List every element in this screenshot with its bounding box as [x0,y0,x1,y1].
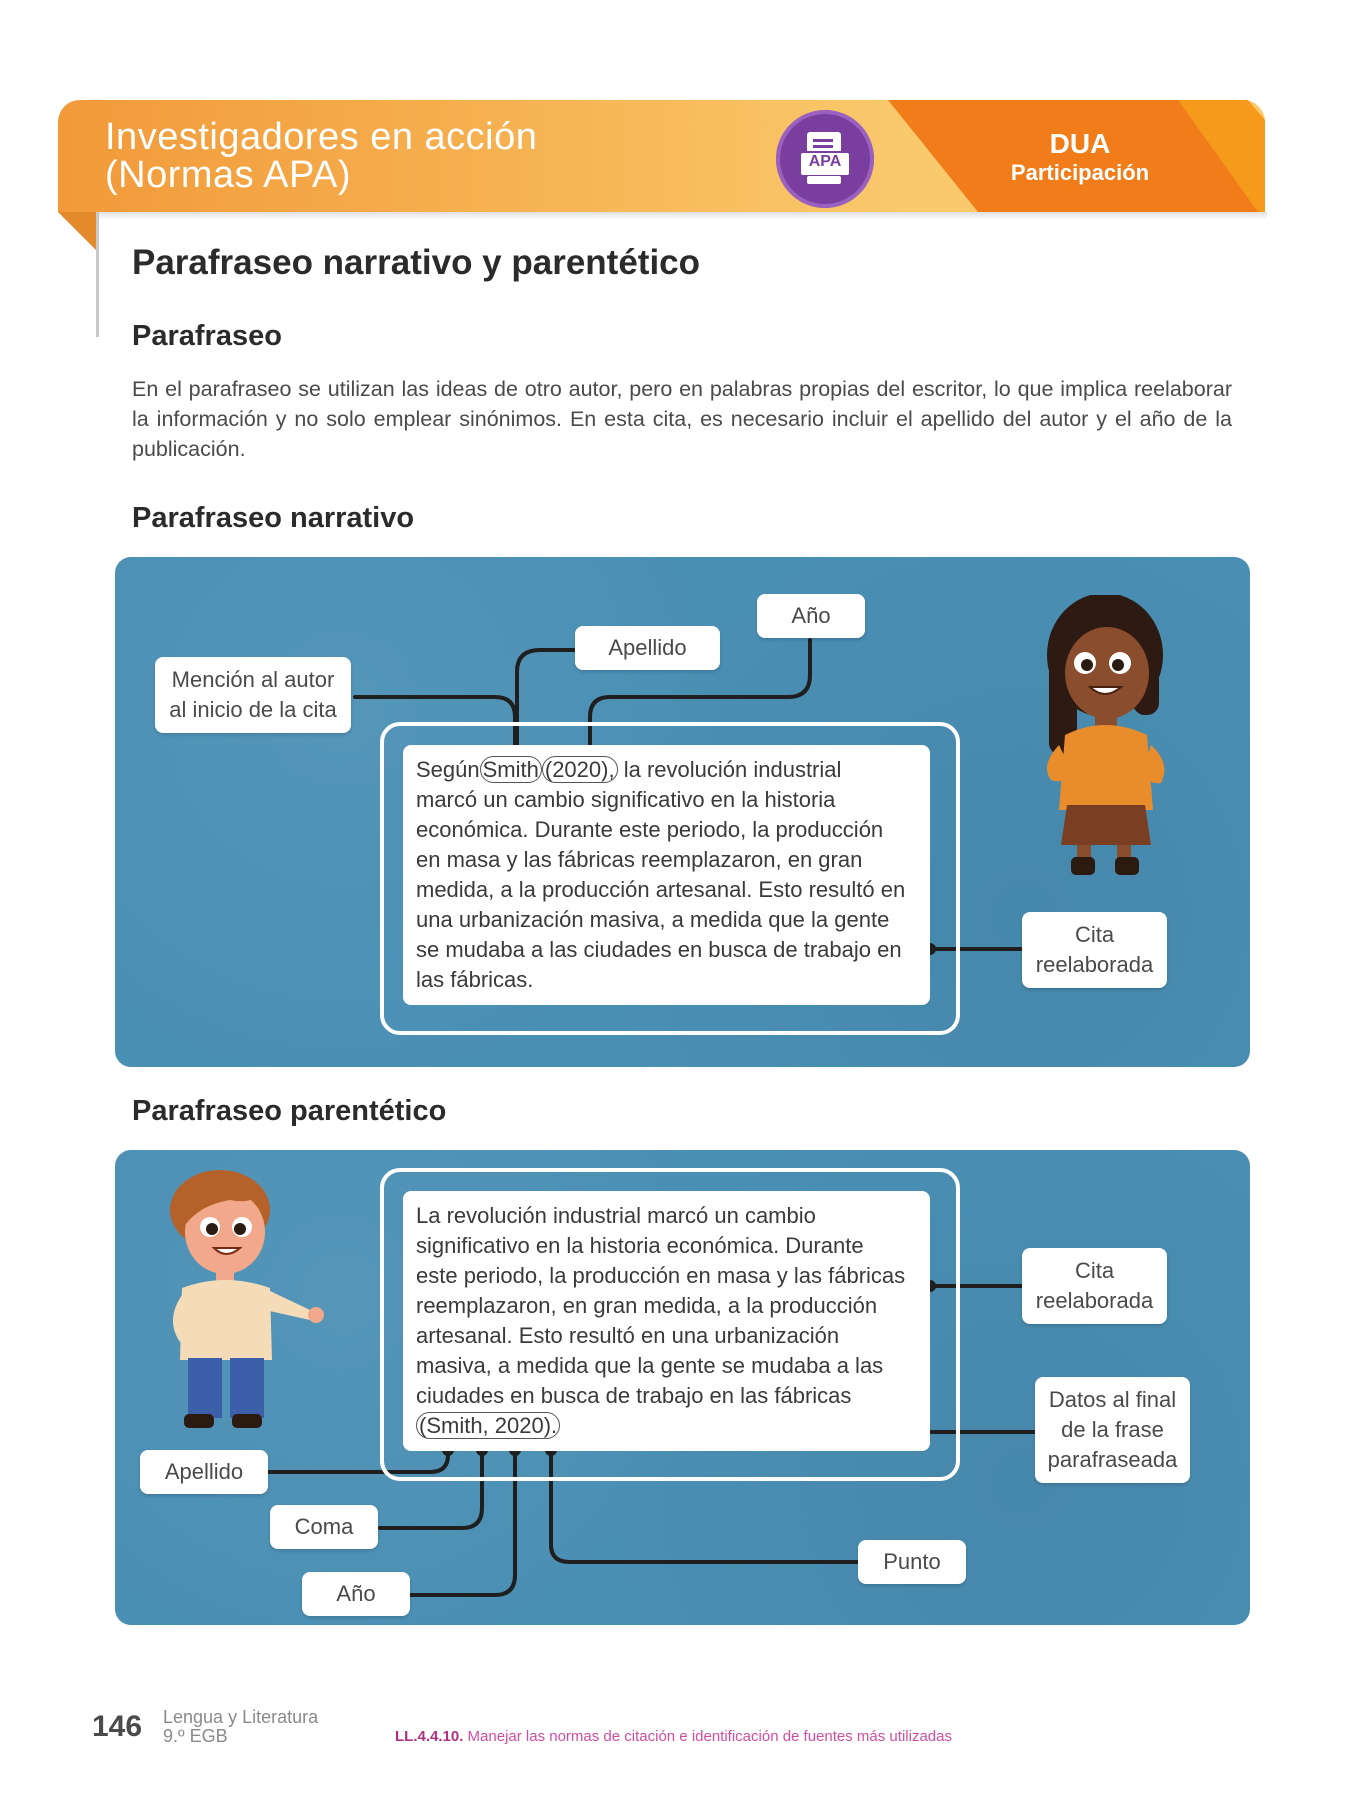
label-line: de la frase [1061,1417,1164,1442]
quote-line: en masa y las fábricas reemplazaron, en gran [416,847,863,872]
section-heading-narrativo: Parafraseo narrativo [132,502,415,534]
quote-line: masiva, a medida que la gente se mudaba a las [416,1353,884,1378]
quote-line: significativo en la historia económica. Durante [416,1233,864,1258]
banner-title-line1: Investigadores en acción [105,116,538,158]
quote-prefix: Según [416,757,480,782]
quote-year-circled: (2020), [542,756,618,783]
quote-line: económica. Durante este periodo, la producción [416,817,884,842]
parentetico-quote [416,1201,928,1441]
standard-code: LL.4.4.10. [395,1728,464,1745]
footer-grade: 9.º EGB [163,1726,228,1746]
label-line: reelaborada [1035,1288,1154,1313]
quote-line: se mudaba a las ciudades en busca de trabajo en [416,937,902,962]
label-anio: Año [757,594,865,638]
footer-subject-name: Lengua y Literatura [163,1707,319,1727]
label-line: Mención al autor [171,667,335,692]
banner-title-line2: (Normas APA) [105,154,352,196]
dua-subtitle: Participación [1010,160,1150,185]
intro-paragraph: En el parafraseo se utilizan las ideas de otro autor, pero en palabras propias del escritor, lo que implica reelaborar la información y no solo emplear sinónimos. En esta cita, es necesario incluir el apellido del autor y el año de la publicación. [132,377,1232,461]
page-number: 146 [92,1710,143,1743]
page-title: Parafraseo narrativo y parentético [132,243,701,282]
label-apellido: Apellido [575,626,720,670]
quote-author-circled: Smith [480,756,542,783]
section-heading-parentetico: Parafraseo parentético [132,1095,447,1127]
quote-line: reemplazaron, en gran medida, a la producción [416,1293,878,1318]
label-coma: Coma [270,1505,378,1549]
quote-line: medida, a la producción artesanal. Esto resultó en [416,877,906,902]
dua-title: DUA [1049,128,1111,159]
quote-line: ciudades en busca de trabajo en las fábricas [416,1383,852,1408]
boy-illustration [160,1160,335,1435]
quote-line: artesanal. Esto resultó en una urbanización [416,1323,840,1348]
footer-subject [163,1708,318,1746]
quote-citation-circled: (Smith, 2020). [416,1412,560,1439]
label-line: Cita [1074,922,1115,947]
label-punto: Punto [858,1540,966,1584]
label-apellido-2: Apellido [140,1450,268,1494]
label-line: Datos al final [1048,1387,1177,1412]
quote-line: una urbanización masiva, a medida que la gente [416,907,890,932]
label-datos-final [1035,1377,1190,1483]
quote-line: marcó un cambio significativo en la historia [416,787,836,812]
footer-standard [395,1728,952,1745]
section-heading-parafraseo: Parafraseo [132,320,282,352]
label-anio-2: Año [302,1572,410,1616]
label-line: al inicio de la cita [169,697,337,722]
standard-text: Manejar las normas de citación e identificación de fuentes más utilizadas [467,1728,952,1745]
label-cita-reelaborada-2 [1022,1248,1167,1324]
apa-badge-text: APA [808,153,842,170]
quote-line: La revolución industrial marcó un cambio [416,1203,816,1228]
quote-line: las fábricas. [416,967,534,992]
quote-rest: la revolución industrial [623,757,842,782]
label-line: Cita [1074,1258,1115,1283]
label-line: reelaborada [1035,952,1154,977]
quote-line: este periodo, la producción en masa y las fábricas [416,1263,906,1288]
label-line: parafraseada [1047,1447,1178,1472]
